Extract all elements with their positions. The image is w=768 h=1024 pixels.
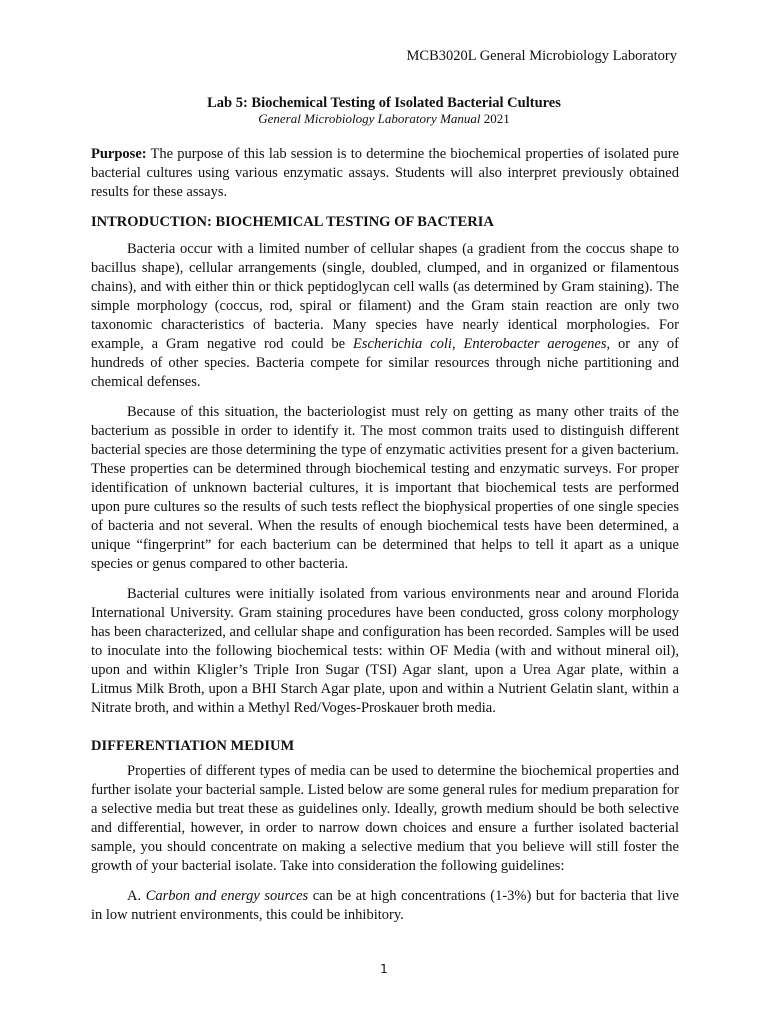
subtitle-manual-name: General Microbiology Laboratory Manual [258,111,481,126]
differentiation-body [91,762,679,936]
introduction-paragraph-3: Bacterial cultures were initially isolated from various environments near and around Florida International University. Gram staining procedures have been conducted, gross colony morphology has been characterized, and cellular shape and configuration has been recorded. Samples will be used to inoculate into the following biochemical tests: within OF Media (with and without mineral oil), upon and within Kligler’s Triple Iron Sugar (TSI) Agar slant, upon a Urea Agar plate, within a Litmus Milk Broth, upon a BHI Starch Agar plate, upon and within a Nutrient Gelatin slant, within a Nitrate broth, and within a Methyl Red/Voges-Proskauer broth media. [91,586,679,716]
page-number: 1 [380,962,388,976]
introduction-heading: INTRODUCTION: BIOCHEMICAL TESTING OF BACTERIA [91,214,494,230]
intro-p1-text-a: Bacteria occur with a limited number of cellular shapes (a gradient from the coccus shape to bacillus shape), cellular arrangements (single, doubled, clumped, and in organized or filamentous chains), and with either thin or thick peptidoglycan cell walls (as determined by Gram staining). The simple morphology (coccus, rod, spiral or filament) and the Gram stain reaction are only two taxonomic characteristics of bacteria. Many species have nearly identical morphologies. For example, a Gram negative rod could be [91,241,679,352]
running-header: MCB3020L General Microbiology Laboratory [406,48,677,64]
purpose-section [91,145,679,213]
document-title: Lab 5: Biochemical Testing of Isolated Bacterial Cultures [207,95,561,111]
document-subtitle [0,111,768,127]
species-escherichia-coli: Escherichia coli [353,336,452,352]
differentiation-paragraph-1: Properties of different types of media can be used to determine the biochemical properties and further isolate your bacterial sample. Listed below are some general rules for medium preparation for a selective media but treat these as guidelines only. Ideally, growth medium should be both selective and differential, however, in order to narrow down choices and ensure a further isolated bacterial sample, you should concentrate on making a selective medium that you believe will still foster the growth of your bacterial isolate. Take into consideration the following guidelines: [91,763,679,874]
purpose-label: Purpose: [91,146,147,162]
introduction-body [91,240,679,729]
introduction-paragraph-1 [91,240,679,392]
species-enterobacter-aerogenes: Enterobacter aerogenes [463,336,607,352]
purpose-paragraph [91,145,679,202]
guideline-a-text: can be at high concentrations (1-3%) but for bacteria that live in low nutrient environments, this could be inhibitory. [91,888,679,923]
guideline-a-term: Carbon and energy sources [145,888,309,904]
introduction-paragraph-2: Because of this situation, the bacteriologist must rely on getting as many other traits of the bacterium as possible in order to identify it. The most common traits used to distinguish different bacterial species are those determining the type of enzymatic activities present for a given bacterium. These properties can be determined through biochemical testing and enzymatic surveys. For proper identification of unknown bacterial cultures, it is important that biochemical tests are performed upon pure cultures so the results of such tests reflect the biophysical properties of one single species of bacteria and not several. When the results of enough biochemical tests have been determined, a unique “fingerprint” for each bacterium can be determined that helps to tell it apart as a unique species or genus compared to other bacteria. [91,404,679,572]
purpose-text: The purpose of this lab session is to determine the biochemical properties of isolated pure bacterial cultures using various enzymatic assays. Students will also interpret previously obtained results for these assays. [91,146,679,200]
guideline-a-letter: A. [127,888,146,904]
guideline-item-a [91,887,679,925]
intro-p1-text-b: , or any of hundreds of other species. Bacteria compete for similar resources through niche partitioning and chemical defenses. [91,336,679,390]
differentiation-heading: DIFFERENTIATION MEDIUM [91,738,295,754]
subtitle-year: 2021 [480,111,510,126]
intro-p1-separator: , [451,336,464,352]
